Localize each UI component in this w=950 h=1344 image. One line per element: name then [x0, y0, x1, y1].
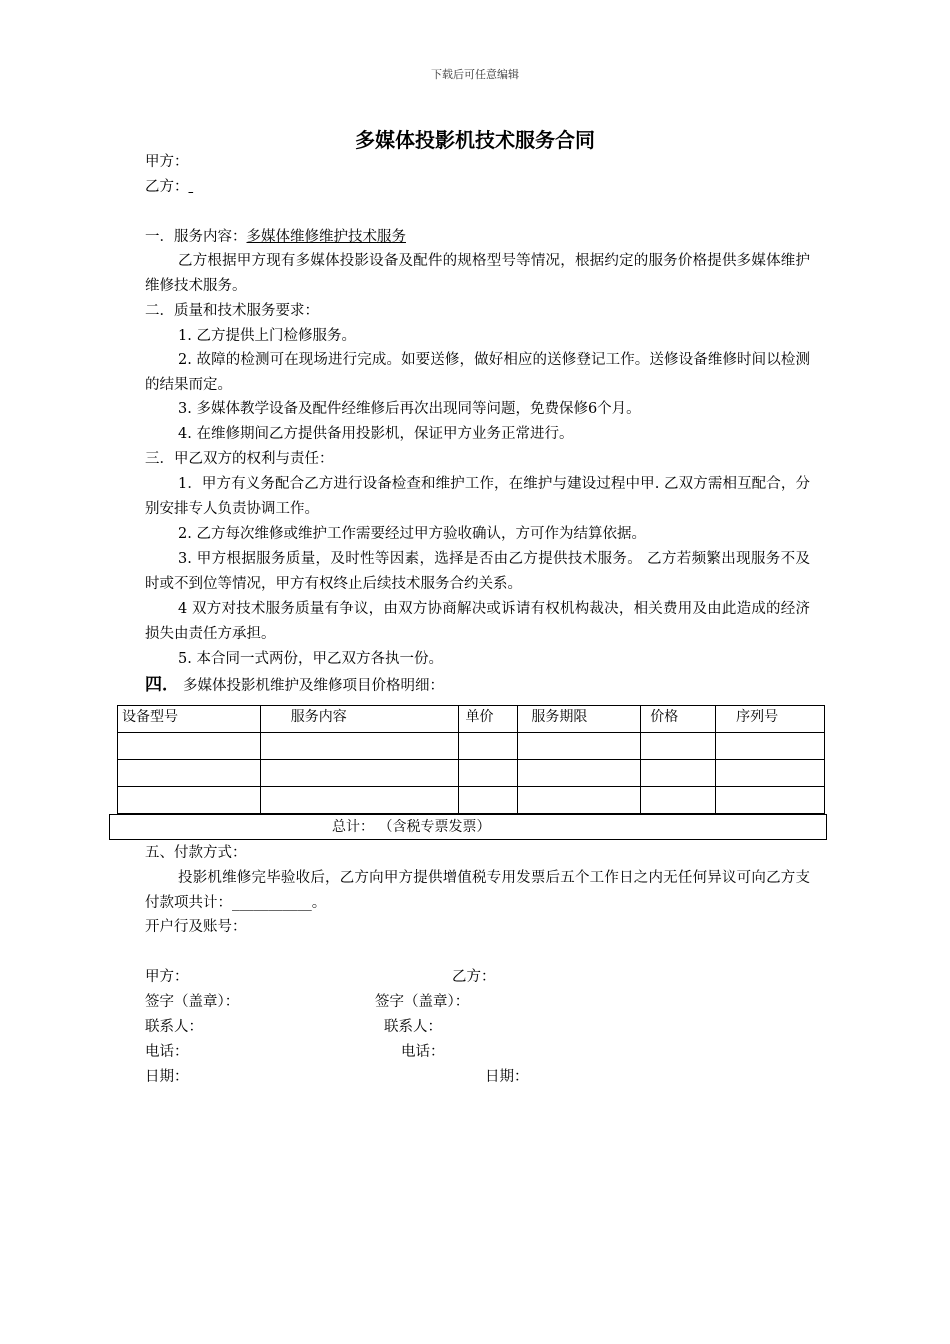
signature-party-b: 乙方：	[452, 969, 496, 985]
table-cell	[518, 787, 641, 814]
section3-item-3: 3. 甲方根据服务质量，及时性等因素，选择是否由乙方提供技术服务。 乙方若频繁出现服务不及时或不到位等情况，甲方有权终止后续技术服务合约关系。	[145, 551, 810, 592]
signature-sign-a: 签字（盖章）：	[145, 994, 240, 1010]
signature-contact-a: 联系人：	[145, 1019, 203, 1035]
section2-item-3: 3. 多媒体教学设备及配件经维修后再次出现同等问题，免费保修6个月。	[178, 401, 641, 417]
signature-date-a: 日期：	[145, 1069, 189, 1085]
table-row	[118, 760, 825, 787]
column-header: 服务期限	[518, 706, 641, 733]
section2-item-4: 4. 在维修期间乙方提供备用投影机，保证甲方业务正常进行。	[178, 426, 574, 442]
bank-account-label: 开户行及账号：	[145, 919, 247, 935]
table-cell	[260, 733, 459, 760]
column-header: 序列号	[716, 706, 825, 733]
table-cell	[459, 760, 518, 787]
section3-item-1: 1．甲方有义务配合乙方进行设备检查和维护工作，在维护与建设过程中甲. 乙双方需相互配合，分别安排专人负责协调工作。	[145, 476, 810, 517]
table-cell	[118, 733, 261, 760]
table-cell	[716, 733, 825, 760]
party-b-label: 乙方：	[145, 179, 189, 195]
section3-heading: 三．甲乙双方的权利与责任：	[145, 451, 334, 467]
signature-phone-b: 电话：	[401, 1044, 445, 1060]
column-header: 单价	[459, 706, 518, 733]
table-header-row	[118, 706, 825, 733]
party-a-label: 甲方：	[145, 154, 189, 170]
signature-sign-b: 签字（盖章）：	[375, 994, 470, 1010]
table-cell	[518, 760, 641, 787]
section2-item-1: 1. 乙方提供上门检修服务。	[178, 328, 356, 344]
section1-heading: 一．服务内容：多媒体维修维护技术服务	[145, 229, 406, 245]
section5-heading: 五、付款方式：	[145, 845, 247, 861]
section4-heading: 四． 多媒体投影机维护及维修项目价格明细：	[145, 675, 444, 695]
section3-item-4: 4 双方对技术服务质量有争议，由双方协商解决或诉请有权机构裁决，相关费用及由此造成的经济损失由责任方承担。	[145, 601, 810, 642]
signature-date-b: 日期：	[485, 1069, 529, 1085]
table-cell	[641, 733, 716, 760]
table-cell	[459, 733, 518, 760]
column-header: 服务内容	[260, 706, 459, 733]
price-table	[117, 705, 825, 814]
table-cell	[518, 733, 641, 760]
table-cell	[641, 760, 716, 787]
signature-contact-b: 联系人：	[384, 1019, 442, 1035]
table-total-row	[109, 814, 827, 840]
table-cell	[118, 787, 261, 814]
service-content-value: 多媒体维修维护技术服务	[246, 229, 406, 245]
table-row	[118, 787, 825, 814]
document-title: 多媒体投影机技术服务合同	[355, 128, 595, 152]
section5-paragraph: 投影机维修完毕验收后，乙方向甲方提供增值税专用发票后五个工作日之内无任何异议可向乙方支付款项共计：___________。	[145, 870, 810, 911]
table-row	[118, 733, 825, 760]
signature-party-a: 甲方：	[145, 969, 189, 985]
signature-phone-a: 电话：	[145, 1044, 189, 1060]
table-cell	[641, 787, 716, 814]
section1-paragraph: 乙方根据甲方现有多媒体投影设备及配件的规格型号等情况，根据约定的服务价格提供多媒体维护维修技术服务。	[145, 253, 810, 294]
section2-heading: 二．质量和技术服务要求：	[145, 303, 319, 319]
section2-item-2: 2. 故障的检测可在现场进行完成。如要送修，做好相应的送修登记工作。送修设备维修时间以检测的结果而定。	[145, 352, 810, 393]
table-cell	[260, 787, 459, 814]
page-header: 下载后可任意编辑	[431, 68, 519, 81]
table-cell	[260, 760, 459, 787]
table-cell	[118, 760, 261, 787]
total-label: 总计： （含税专票发票）	[332, 819, 491, 835]
section3-item-5: 5. 本合同一式两份，甲乙双方各执一份。	[178, 651, 443, 667]
column-header: 设备型号	[118, 706, 261, 733]
table-cell	[459, 787, 518, 814]
table-cell	[716, 760, 825, 787]
column-header: 价格	[641, 706, 716, 733]
section3-item-2: 2. 乙方每次维修或维护工作需要经过甲方验收确认，方可作为结算依据。	[178, 526, 646, 542]
table-cell	[716, 787, 825, 814]
